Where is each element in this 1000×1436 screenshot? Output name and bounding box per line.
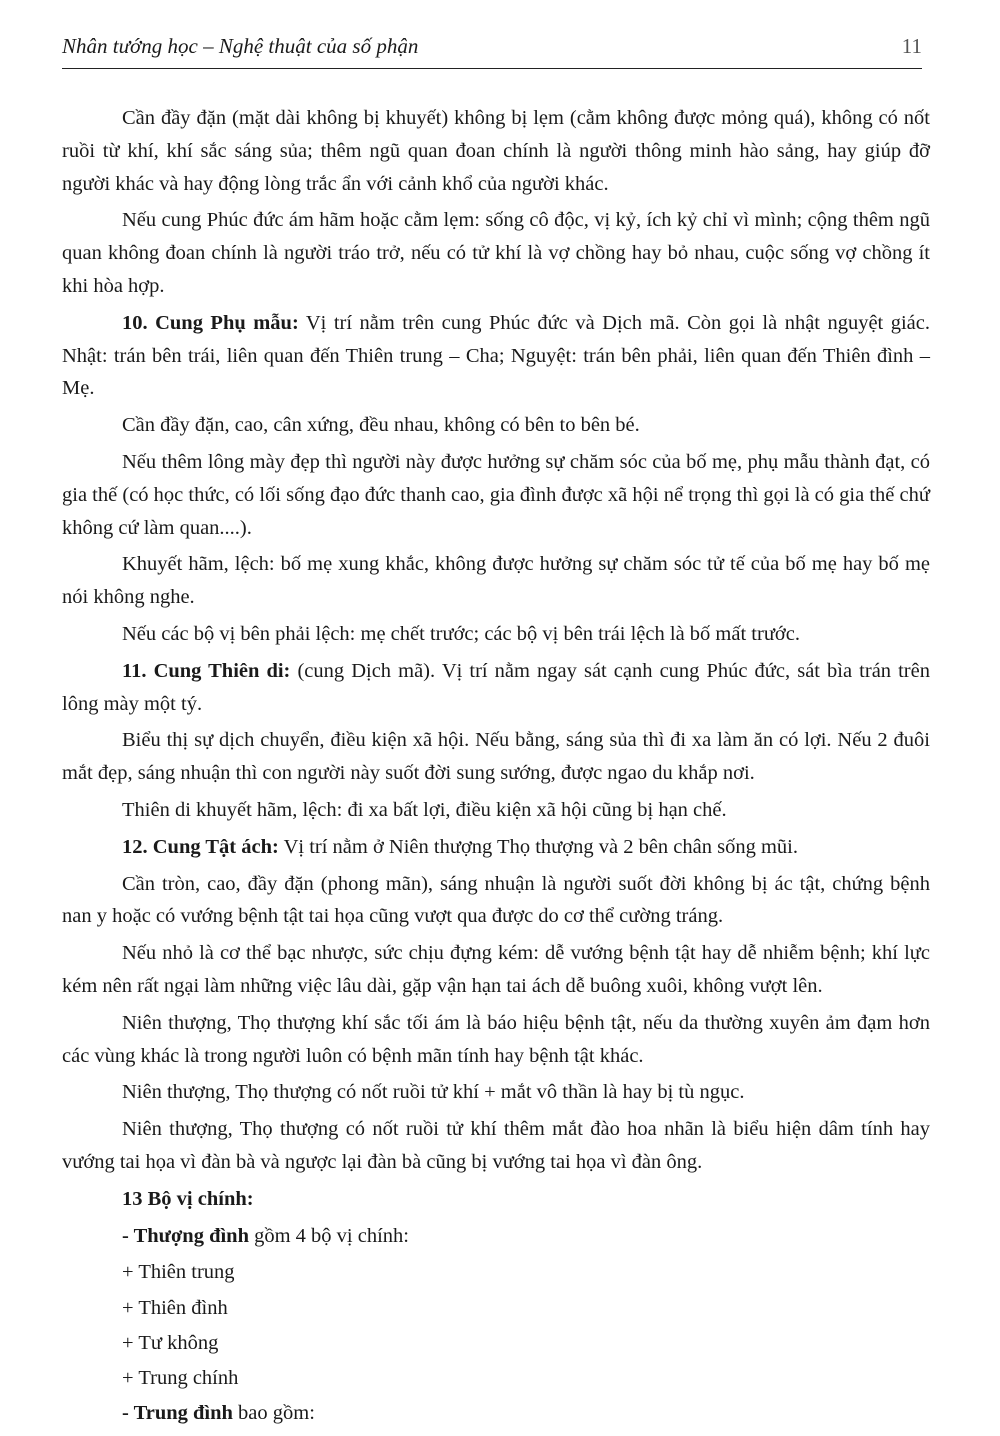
paragraph: Nếu cung Phúc đức ám hãm hoặc cằm lẹm: sống cô độc, vị kỷ, ích kỷ chỉ vì mình; cộng thêm ngũ quan không đoan chính là người tráo trở, nếu có tử khí là vợ chồng hay bỏ nhau, cuộc sống vợ chồng ít khi hòa hợp. [62,209,930,297]
paragraph [62,831,930,864]
paragraph: Thiên di khuyết hãm, lệch: đi xa bất lợi, điều kiện xã hội cũng bị hạn chế. [122,798,727,821]
header-title: Nhân tướng học – Nghệ thuật của số phận [62,34,419,58]
page-body [62,102,930,1434]
running-header [62,30,922,69]
paragraph [62,1397,930,1430]
section-heading: 12. Cung Tật ách: [122,835,279,858]
section-heading: 10. Cung Phụ mẫu: [122,311,299,334]
section-heading: 13 Bộ vị chính: [122,1187,254,1210]
paragraph: Cần tròn, cao, đầy đặn (phong mãn), sáng nhuận là người suốt đời không bị ác tật, chứng bệnh nan y hoặc có vướng bệnh tật tai họa cũng vượt qua được do cơ thể cường tráng. [62,872,930,928]
page-number: 11 [901,34,922,58]
subsection-heading: - Trung đình [122,1402,233,1425]
list-item: + Thiên trung [122,1261,235,1284]
paragraph-text: Vị trí nằm ở Niên thượng Thọ thượng và 2 bên chân sống mũi. [278,835,798,858]
list-item: + Thiên đình [122,1296,228,1319]
paragraph: Nếu nhỏ là cơ thể bạc nhược, sức chịu đựng kém: dễ vướng bệnh tật hay dễ nhiễm bệnh; khí lực kém nên rất ngại làm những việc lâu dài, gặp vận hạn tai ách dễ buông xuôi, không vượt lên. [62,942,930,997]
section-heading: 11. Cung Thiên di: [122,659,291,682]
paragraph: Biểu thị sự dịch chuyển, điều kiện xã hội. Nếu bằng, sáng sủa thì đi xa làm ăn có lợi. Nếu 2 đuôi mắt đẹp, sáng nhuận thì con người này suốt đời sung sướng, được ngao du khắp nơi. [62,729,930,785]
subsection-heading: - Thượng đình [122,1224,249,1247]
paragraph: Niên thượng, Thọ thượng có nốt ruồi tử khí + mắt vô thần là hay bị tù ngục. [122,1081,745,1104]
paragraph: Cần đầy đặn (mặt dài không bị khuyết) không bị lẹm (cằm không được mỏng quá), không có nốt ruồi từ khí, khí sắc sáng sủa; thêm ngũ quan đoan chính là người thông minh hào sảng, hay giúp đỡ người khác và hay động lòng trắc ẩn với cảnh khổ của người khác. [62,107,930,195]
list-item: + Trung chính [122,1367,239,1390]
paragraph: Khuyết hãm, lệch: bố mẹ xung khắc, không được hưởng sự chăm sóc tử tế của bố mẹ hay bố mẹ nói không nghe. [62,553,930,609]
paragraph [62,1220,930,1253]
paragraph: Niên thượng, Thọ thượng khí sắc tối ám là báo hiệu bệnh tật, nếu da thường xuyên ảm đạm hơn các vùng khác là trong người luôn có bệnh mãn tính hay bệnh tật khác. [62,1011,930,1067]
paragraph-text: gồm 4 bộ vị chính: [248,1224,409,1247]
paragraph [62,1183,930,1216]
paragraph: Nếu các bộ vị bên phải lệch: mẹ chết trước; các bộ vị bên trái lệch là bố mất trước. [122,622,800,645]
paragraph [62,307,930,405]
paragraph-text: (cung Dịch mã). Vị trí nằm ngay sát cạnh cung Phúc đức, sát bìa trán trên lông mày một tý. [62,659,930,715]
paragraph: Nếu thêm lông mày đẹp thì người này được hưởng sự chăm sóc của bố mẹ, phụ mẫu thành đạt, có gia thế (có học thức, có lối sống đạo đức thanh cao, gia đình được xã hội nể trọng thì gọi là có gia thế chứ không cứ làm quan....). [62,450,930,539]
paragraph: Cần đầy đặn, cao, cân xứng, đều nhau, không có bên to bên bé. [122,414,640,437]
list-item: + Tư không [122,1331,219,1354]
paragraph-text: Vị trí nằm trên cung Phúc đức và Dịch mã. Còn gọi là nhật nguyệt giác. Nhật: trán bên trái, liên quan đến Thiên trung – Cha; Nguyệt: trán bên phải, liên quan đến Thiên đình – Mẹ. [62,311,930,400]
paragraph: Niên thượng, Thọ thượng có nốt ruồi tử khí thêm mắt đào hoa nhãn là biểu hiện dâm tính hay vướng tai họa vì đàn bà và ngược lại đàn bà cũng bị vướng tai họa vì đàn ông. [62,1118,930,1173]
paragraph [62,655,930,721]
paragraph-text: bao gồm: [232,1402,315,1425]
